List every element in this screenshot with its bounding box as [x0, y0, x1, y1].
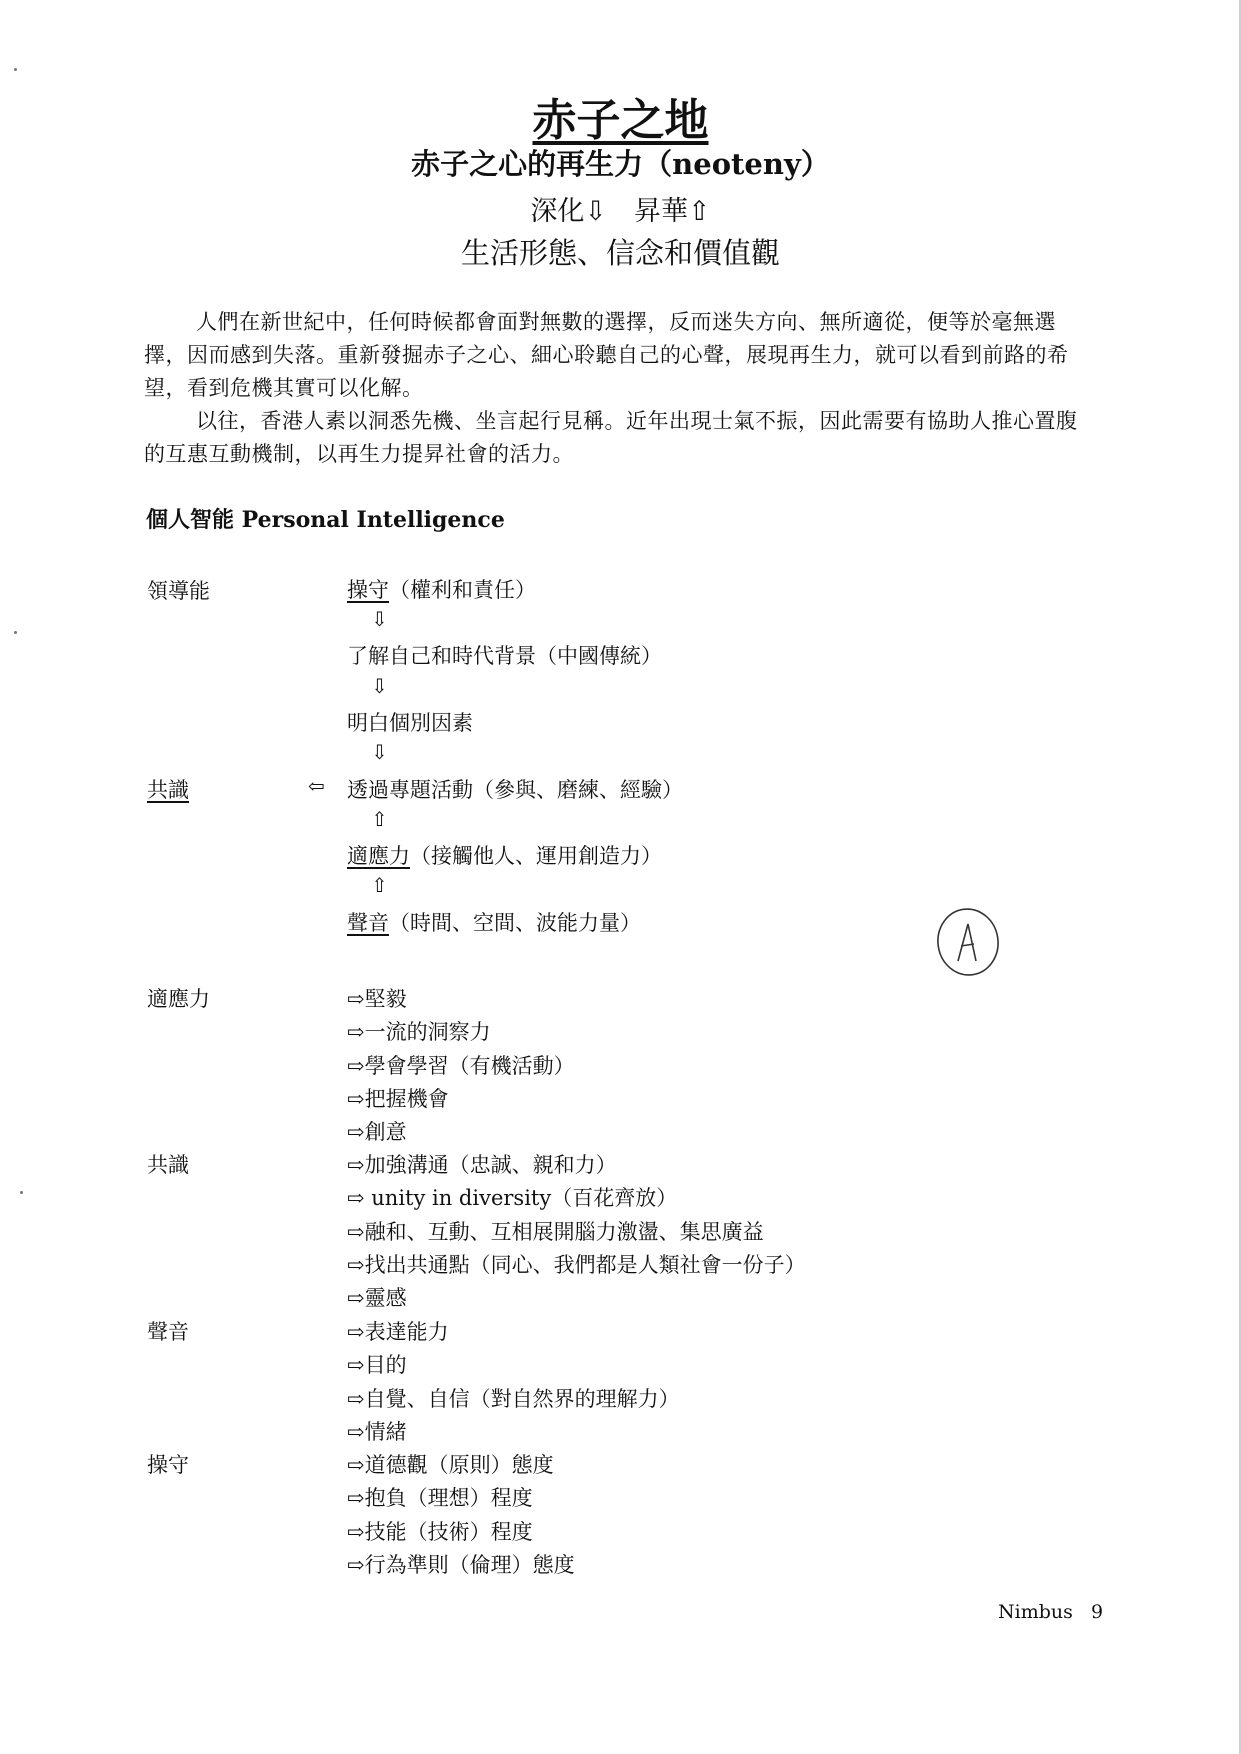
deepen-sublimate-line: 深化⇩ 昇華⇧	[530, 196, 711, 227]
adaptability-item: ⇨堅毅	[347, 987, 407, 1011]
flow-step-individual-factors: 明白個別因素	[347, 711, 473, 735]
flow-step-voice	[347, 907, 641, 937]
label-consensus-list: 共識	[147, 1153, 189, 1177]
flow-step-projects: 透過專題活動（參與、磨練、經驗）	[347, 778, 683, 802]
consensus-item: ⇨靈感	[347, 1286, 407, 1310]
adaptability-item: ⇨學會學習（有機活動）	[347, 1054, 575, 1078]
down-arrow-icon: ⇩	[371, 740, 388, 764]
consensus-item: ⇨找出共通點（同心、我們都是人類社會一份子）	[347, 1253, 806, 1277]
page-footer	[998, 1601, 1103, 1623]
lifestyle-values-line: 生活形態、信念和價值觀	[460, 236, 780, 270]
intro-paragraph-2: 以往，香港人素以洞悉先機、坐言起行見稱。近年出現士氣不振，因此需要有協助人推心置腹的互惠互動機制，以再生力提昇社會的活力。	[144, 409, 1078, 466]
flow-step-voice-term: 聲音	[347, 911, 389, 935]
flow-step-voice-detail: （時間、空間、波能力量）	[389, 911, 641, 935]
voice-item: ⇨目的	[347, 1353, 407, 1377]
flow-step-integrity	[347, 574, 536, 604]
section-heading: 個人智能 Personal Intelligence	[146, 507, 505, 533]
integrity-item: ⇨抱負（理想）程度	[347, 1486, 533, 1510]
integrity-item: ⇨道德觀（原則）態度	[347, 1453, 554, 1477]
consensus-item: ⇨ unity in diversity（百花齊放）	[347, 1186, 678, 1210]
adaptability-item: ⇨一流的洞察力	[347, 1020, 491, 1044]
flow-step-adaptability-term: 適應力	[347, 844, 410, 868]
scan-speck	[20, 1191, 23, 1194]
handwritten-circle-mark	[934, 906, 1002, 978]
label-leadership: 領導能	[147, 579, 210, 603]
integrity-item: ⇨行為準則（倫理）態度	[347, 1553, 575, 1577]
adaptability-item: ⇨創意	[347, 1120, 407, 1144]
voice-item: ⇨情緒	[347, 1420, 407, 1444]
up-arrow-icon: ⇧	[371, 873, 388, 897]
scan-speck	[14, 631, 17, 634]
consensus-item: ⇨加強溝通（忠誠、親和力）	[347, 1153, 617, 1177]
flow-step-adaptability-detail: （接觸他人、運用創造力）	[410, 844, 662, 868]
down-arrow-icon: ⇩	[371, 607, 388, 631]
left-arrow-icon: ⇦	[308, 774, 325, 798]
down-arrow-icon: ⇩	[371, 674, 388, 698]
intro-paragraph-1: 人們在新世紀中，任何時候都會面對無數的選擇，反而迷失方向、無所適從，便等於毫無選擇，因而感到失落。重新發掘赤子之心、細心聆聽自己的心聲，展現再生力，就可以看到前路的希望，看到危機其實可以化解。	[144, 310, 1069, 400]
flow-step-understand-self: 了解自己和時代背景（中國傳統）	[347, 644, 662, 668]
label-adaptability: 適應力	[147, 987, 210, 1011]
publication-name: Nimbus	[998, 1601, 1073, 1623]
page-number: 9	[1091, 1601, 1104, 1623]
label-integrity: 操守	[147, 1453, 189, 1477]
integrity-item: ⇨技能（技術）程度	[347, 1520, 533, 1544]
consensus-item: ⇨融和、互動、互相展開腦力激盪、集思廣益	[347, 1220, 764, 1244]
page-title: 赤子之地	[532, 95, 709, 146]
scan-speck	[14, 68, 17, 71]
label-consensus	[147, 774, 189, 804]
label-consensus-text: 共識	[147, 778, 189, 802]
voice-item: ⇨表達能力	[347, 1320, 449, 1344]
flow-step-integrity-detail: （權利和責任）	[389, 578, 536, 602]
flow-step-integrity-term: 操守	[347, 578, 389, 602]
page-subtitle: 赤子之心的再生力（neoteny）	[411, 147, 830, 181]
flow-step-adaptability	[347, 840, 662, 870]
label-voice: 聲音	[147, 1320, 189, 1344]
up-arrow-icon: ⇧	[371, 807, 388, 831]
adaptability-item: ⇨把握機會	[347, 1087, 449, 1111]
voice-item: ⇨自覺、自信（對自然界的理解力）	[347, 1387, 680, 1411]
